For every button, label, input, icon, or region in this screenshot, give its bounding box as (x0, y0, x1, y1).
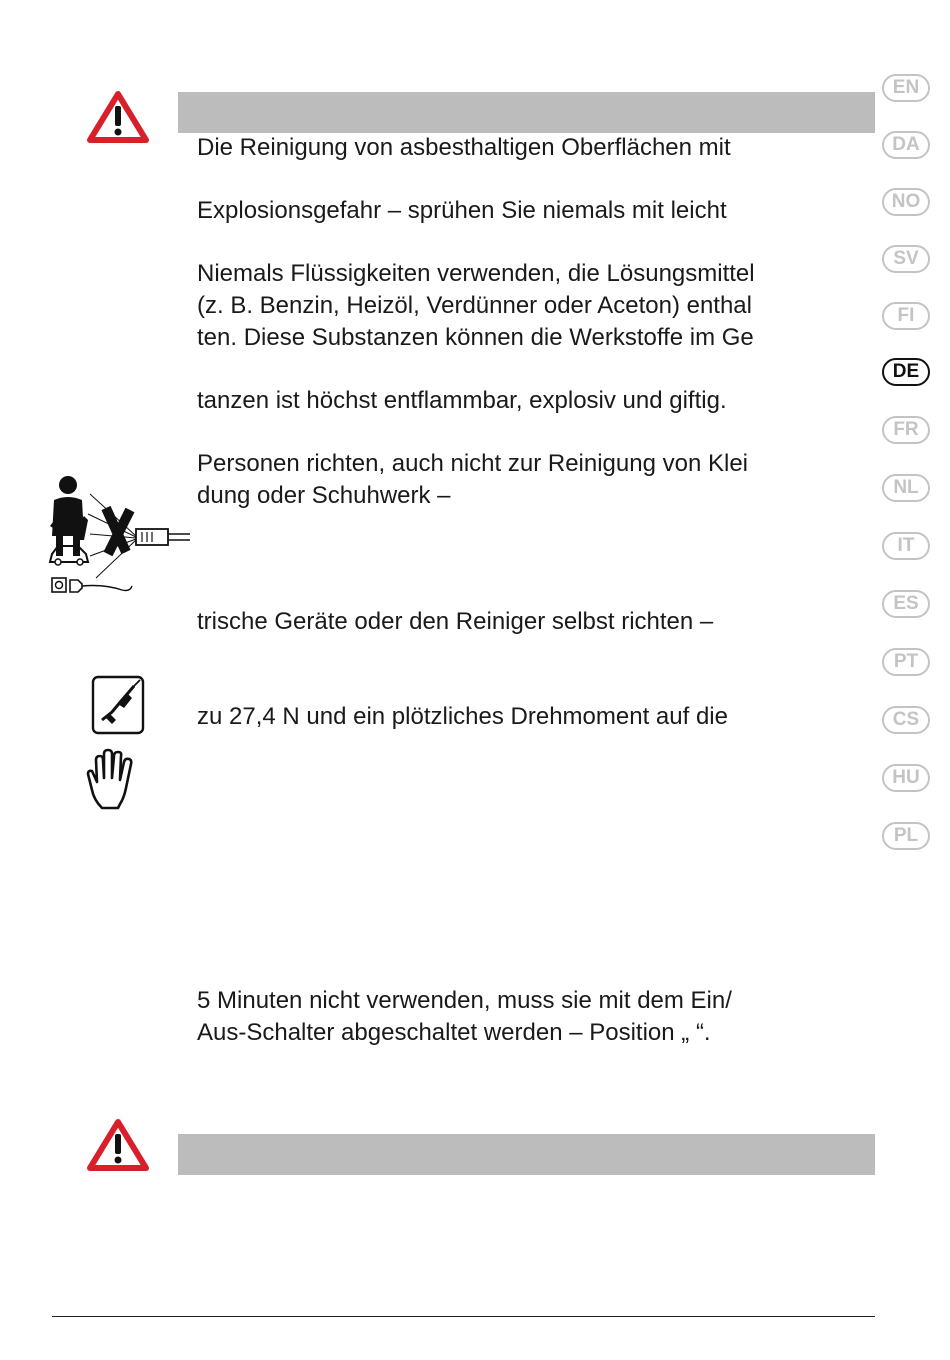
language-tab-da[interactable]: DA (882, 131, 930, 159)
footer-divider (52, 1316, 875, 1317)
warning-triangle-icon (86, 90, 150, 144)
text-line: zu 27,4 N und ein plötzliches Drehmoment auf die (197, 703, 728, 730)
language-tab-hu[interactable]: HU (882, 764, 930, 792)
language-tab-en[interactable]: EN (882, 74, 930, 102)
hold-spray-gun-firmly-icon (90, 674, 146, 736)
language-tab-fr[interactable]: FR (882, 416, 930, 444)
language-tab-sv[interactable]: SV (882, 245, 930, 273)
text-line: 5 Minuten nicht verwenden, muss sie mit dem Ein/ (197, 987, 732, 1014)
stop-hand-icon (82, 748, 142, 812)
no-spray-at-people-animals-electrics-icon (44, 474, 192, 598)
text-line: (z. B. Benzin, Heizöl, Verdünner oder Aceton) enthal (197, 292, 752, 319)
language-tab-nl[interactable]: NL (882, 474, 930, 502)
language-tab-it[interactable]: IT (882, 532, 930, 560)
text-line: ten. Diese Substanzen können die Werkstoffe im Ge (197, 324, 754, 351)
text-line: dung oder Schuhwerk – (197, 482, 451, 509)
text-line: Aus-Schalter abgeschaltet werden – Position „ “. (197, 1019, 711, 1046)
language-tab-es[interactable]: ES (882, 590, 930, 618)
text-line: Explosionsgefahr – sprühen Sie niemals mit leicht (197, 197, 727, 224)
text-line: tanzen ist höchst entflammbar, explosiv und giftig. (197, 387, 727, 414)
warning-triangle-icon (86, 1118, 150, 1172)
language-tab-pt[interactable]: PT (882, 648, 930, 676)
text-line: Personen richten, auch nicht zur Reinigung von Klei (197, 450, 748, 477)
section-header-bar (178, 1134, 875, 1175)
section-header-bar (178, 92, 875, 133)
text-line: Die Reinigung von asbesthaltigen Oberflächen mit (197, 134, 731, 161)
text-line: trische Geräte oder den Reiniger selbst richten – (197, 608, 714, 635)
language-tab-cs[interactable]: CS (882, 706, 930, 734)
text-line: Niemals Flüssigkeiten verwenden, die Lösungsmittel (197, 260, 755, 287)
language-tab-fi[interactable]: FI (882, 302, 930, 330)
language-tab-pl[interactable]: PL (882, 822, 930, 850)
language-tab-no[interactable]: NO (882, 188, 930, 216)
language-tab-de[interactable]: DE (882, 358, 930, 386)
